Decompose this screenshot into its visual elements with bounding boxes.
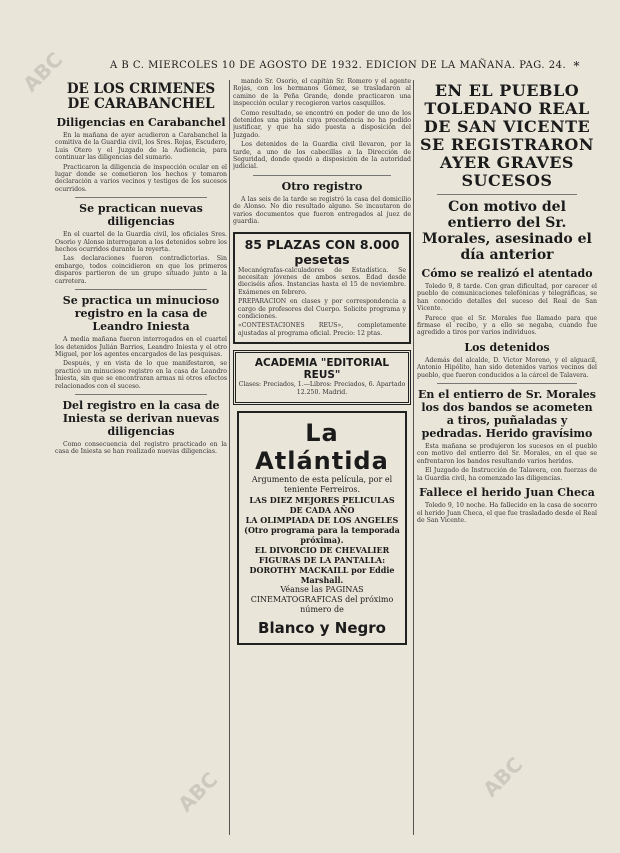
subhead-fallece-checa: Fallece el herido Juan Checa xyxy=(419,486,595,500)
ad-brand: Blanco y Negro xyxy=(258,618,386,637)
headline-carabanchel: DE LOS CRIMENES DE CARABANCHEL xyxy=(66,81,216,112)
advertisement-plazas xyxy=(233,232,411,345)
ad-title: ACADEMIA "EDITORIAL REUS" xyxy=(254,357,390,382)
paragraph: Como consecuencia del registro practicado en la casa de Iniesta se han realizado nuevas diligencias. xyxy=(55,440,227,456)
column-rule-2 xyxy=(413,80,414,835)
paragraph: Las declaraciones fueron contradictorias. Sin embargo, todos coincidieron en que los primeros disparos partieron de un grupo situado junto a la carretera. xyxy=(55,255,227,285)
ad-text: «CONTESTACIONES REUS», completamente ajustadas al programa oficial. Precio: 12 ptas. xyxy=(238,322,406,337)
paragraph: En el cuartel de la Guardia civil, los oficiales Sres. Osorio y Alonso interrogaron a los detenidos sobre los hechos ocurridos durante la reyerta. xyxy=(55,231,227,254)
paragraph: A media mañana fueron interrogados en el cuartel los detenidos Julián Barrios, Leandro Iniesta y el otro Miguel, por los agentes encargados de las pesquisas. xyxy=(55,336,227,358)
column-2 xyxy=(233,78,411,848)
ad-text: PREPARACION en clases y por correspondencia a cargo de profesores del Cuerpo. Solicite programa y condiciones. xyxy=(238,298,406,320)
watermark-top-left: ABC xyxy=(18,47,68,97)
separator xyxy=(437,383,577,384)
paragraph: mando Sr. Osorio, el capitán Sr. Romero y el agente Rojas, con los hermanos Gómez, se trasladaron al camino de la Peña Grande, donde practicaron una inspección ocular y recogieron varios casquillos. xyxy=(233,78,411,108)
paragraph: Toledo 9, 8 tarde. Con gran dificultad, por carecer el pueblo de comunicaciones telefónicas y telegráficas, se han conocido detalles del suceso del Real de San Vicente. xyxy=(417,283,597,313)
separator xyxy=(75,197,207,198)
subhead-otro-registro: Otro registro xyxy=(281,179,363,193)
paragraph: Practicaron la diligencia de inspección ocular en el lugar donde se cometieron los hechos y tomaron declaración a varios vecinos y testigos de los sucesos ocurridos. xyxy=(55,163,227,193)
separator xyxy=(75,289,207,290)
column-1 xyxy=(55,78,227,848)
paragraph: Además del alcalde, D. Victor Moreno, y el alguacil, Antonio Hipólito, han sido detenidos varios vecinos del pueblo, que fueron conducidos a la cárcel de Talavera. xyxy=(417,356,597,379)
separator xyxy=(253,175,391,176)
paragraph: A las seis de la tarde se registró la casa del domicilio de Alonso. No dio resultado alguno. Se incautaron de varios documentos que fueron entregados al juez de guardia. xyxy=(233,195,411,226)
paragraph: En la mañana de ayer acudieron a Carabanchel la comitiva de la Guardia civil, los Sres. Rojas, Escudero, Luis Otero y el Juzgado de la Audiencia, para continuar las diligencias del sumario. xyxy=(55,132,227,162)
subhead-entierro-tiros: En el entierro de Sr. Morales los dos bandos se acometen a tiros, puñaladas y pedradas. Herido gravísimo xyxy=(418,388,596,441)
paragraph: Toledo 9, 10 noche. Ha fallecido en la casa de socorro el herido Juan Checa, el que fue trasladado desde el Real de San Vicente. xyxy=(417,502,597,524)
column-3 xyxy=(417,78,597,848)
paragraph: Esta mañana se produjeron los sucesos en el pueblo con motivo del entierro del Sr. Morales, en el que se enfrentaron los bandos resultando varios heridos. xyxy=(417,443,597,465)
advertisement-atlantida xyxy=(237,411,407,645)
watermark-bottom-right: ABC xyxy=(478,752,528,802)
watermark-bottom-center: ABC xyxy=(173,767,223,817)
ad-line: LA OLIMPIADA DE LOS ANGELES (Otro programa para la temporada próxima). xyxy=(244,514,400,545)
header-star: * xyxy=(573,59,580,73)
ad-text: Mecanógrafas-calculadores de Estadística. Se necesitan jóvenes de ambos sexos. Edad desde dieciséis años. Instancias hasta el 15 de noviembre. Exámenes en febrero. xyxy=(238,266,406,296)
ad-line: Véanse las PAGINAS CINEMATOGRAFICAS del próximo número de xyxy=(250,584,394,614)
column-rule-1 xyxy=(229,80,230,835)
paragraph: Como resultado, se encontró en poder de uno de los detenidos una pistola cuya procedencia no ha podido justificar, y que ha sido puesta a disposición del Juzgado. xyxy=(233,109,411,139)
subhead-nuevas-diligencias: Se practican nuevas diligencias xyxy=(79,202,203,229)
paragraph: Los detenidos de la Guardia civil llevaron, por la tarde, a uno de los cabecillas a la Dirección de Seguridad, donde quedó a disposición de la autoridad judicial. xyxy=(233,141,411,171)
advertisement-academia xyxy=(233,350,411,405)
ad-line: LAS DIEZ MEJORES PELICULAS DE CADA AÑO xyxy=(249,494,395,515)
subhead-atentado: Cómo se realizó el atentado xyxy=(421,267,593,280)
headline-san-vicente: EN EL PUEBLO TOLEDANO REAL DE SAN VICENTE SE REGISTRARON AYER GRAVES SUCESOS xyxy=(420,81,594,190)
ad-title: 85 PLAZAS CON 8.000 pesetas xyxy=(244,236,400,267)
separator xyxy=(75,394,207,395)
subhead-diligencias: Diligencias en Carabanchel xyxy=(56,116,226,129)
subhead-derivan-diligencias: Del registro en la casa de Iniesta se derivan nuevas diligencias xyxy=(62,398,220,438)
paragraph: Después, y en vista de lo que manifestaron, se practicó un minucioso registro en la casa de Leandro Iniesta, sin que se encontraran armas ni otros efectos relacionados con el suceso. xyxy=(55,360,227,390)
ad-line: Argumento de esta película, por el teniente Ferreiros. xyxy=(251,474,393,494)
ad-logo: La Atlántida xyxy=(255,418,389,475)
ad-line: EL DIVORCIO DE CHEVALIER xyxy=(254,544,390,555)
paragraph: El Juzgado de Instrucción de Talavera, con fuerzas de la Guardia civil, ha comenzado las diligencias. xyxy=(417,467,597,482)
paragraph: Parece que el Sr. Morales fue llamado para que firmase el recibo, y a ello se negaba, cuando fue agredido a tiros por varios individuos. xyxy=(417,314,597,337)
headline-entierro: Con motivo del entierro del Sr. Morales, asesinado el día anterior xyxy=(422,199,592,263)
subhead-registro-iniesta: Se practica un minucioso registro en la casa de Leandro Iniesta xyxy=(62,294,220,334)
separator xyxy=(437,194,577,195)
page-header xyxy=(110,60,580,71)
subhead-detenidos: Los detenidos xyxy=(464,340,550,354)
ad-line: FIGURAS DE LA PANTALLA: DOROTHY MACKAILL por Eddie Marshall. xyxy=(249,554,395,585)
header-text: A B C. MIERCOLES 10 DE AGOSTO DE 1932. EDICION DE LA MAÑANA. PAG. 24. xyxy=(110,60,567,71)
ad-text: Clases: Preciados, 1.—Libros: Preciados, 6. Apartado 12.250. Madrid. xyxy=(238,381,406,396)
